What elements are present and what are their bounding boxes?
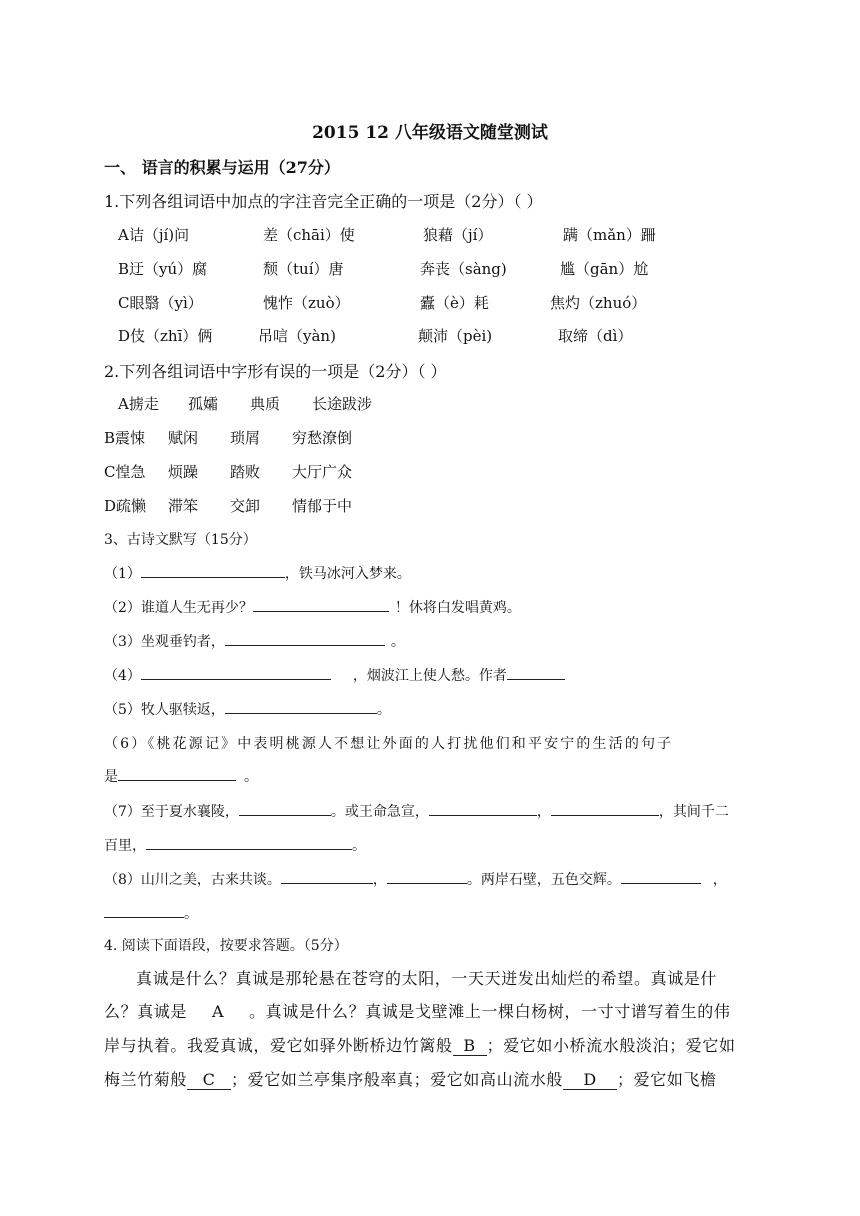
question-2-stem: 2.下列各组词语中字形有误的一项是（2分）（ ）	[104, 362, 447, 381]
q3-8-text: （8）山川之美，古来共谈。	[104, 872, 281, 888]
q2-b-3: 琐屑	[230, 429, 261, 447]
passage-4e: ；爱它如飞檐	[617, 1070, 717, 1089]
q3-8-end: 。	[184, 906, 198, 922]
q3-5-text: （5）牧人驱犊返，	[104, 702, 225, 718]
answer-blank[interactable]	[551, 801, 659, 816]
q3-2-text: （2）谁道人生无再少？	[104, 600, 253, 616]
q3-8-tail: ，	[712, 872, 727, 888]
question-3-stem: 3、古诗文默写（15分）	[104, 532, 257, 548]
q3-6-prefix: 是	[104, 769, 118, 785]
answer-blank[interactable]	[118, 766, 236, 781]
q2-c-1: C惶急	[104, 463, 146, 481]
passage-4a: 梅兰竹菊般	[104, 1070, 188, 1089]
passage-line-4	[104, 1067, 717, 1090]
q1-a-3: 狼藉（jí）	[423, 226, 493, 244]
passage-2a: 么？真诚是	[104, 1002, 188, 1021]
author-blank[interactable]	[507, 665, 565, 680]
q1-d-4: 取缔（dì）	[558, 327, 633, 345]
q2-d-2: 滞笨	[168, 497, 199, 515]
q3-line-7b	[104, 835, 366, 855]
answer-blank[interactable]	[225, 631, 385, 646]
q3-line-1	[104, 563, 411, 583]
q1-b-1: B迂（yú）腐	[118, 260, 208, 278]
q3-line-8	[104, 869, 727, 889]
q1-b-4: 尴（gān）尬	[560, 260, 649, 278]
q3-4-text: ，烟波江上使人愁。作者	[352, 668, 507, 684]
q2-option-d	[104, 495, 352, 516]
q3-8-mid: 。两岸石壁，五色交辉。	[466, 872, 621, 888]
q3-7-comma: ，	[536, 804, 551, 820]
q3-3-tail: 。	[390, 634, 405, 650]
q2-b-1: B震悚	[104, 429, 146, 447]
q2-d-3: 交卸	[230, 497, 261, 515]
blank-label-b[interactable]: B	[453, 1036, 487, 1056]
q3-line-6: （6）《桃花源记》中表明桃源人不想让外面的人打扰他们和平安宁的生活的句子	[104, 736, 674, 752]
q3-line-5	[104, 699, 391, 719]
answer-blank[interactable]	[281, 869, 373, 884]
q3-6-tail: 。	[244, 769, 258, 785]
answer-blank[interactable]	[146, 835, 352, 850]
q3-7-cont: 百里，	[104, 838, 146, 854]
answer-blank[interactable]	[141, 665, 331, 680]
q2-c-3: 踏败	[230, 463, 261, 481]
q3-7-text: （7）至于夏水襄陵，	[104, 804, 239, 820]
passage-line-1: 真诚是什么？真诚是那轮悬在苍穹的太阳，一天天迸发出灿烂的希望。真诚是什	[136, 969, 718, 988]
passage-line-2	[104, 999, 730, 1022]
q1-c-2: 愧怍（zuò）	[263, 294, 350, 312]
q3-line-6b	[104, 766, 258, 786]
answer-blank[interactable]	[104, 903, 184, 918]
q3-2-tail: ！休将白发唱黄鸡。	[394, 600, 521, 616]
q3-7-tail: ，其间千二	[658, 804, 729, 820]
answer-blank[interactable]	[621, 869, 701, 884]
q1-option-d	[118, 325, 632, 346]
blank-label-d[interactable]: D	[563, 1070, 617, 1090]
q3-8-comma: ，	[372, 872, 387, 888]
page-title: 2015 12 八年级语文随堂测试	[312, 123, 548, 143]
q1-a-4: 蹒（mǎn）跚	[563, 226, 656, 244]
question-1-stem: 1.下列各组词语中加点的字注音完全正确的一项是（2分）（ ）	[104, 192, 543, 211]
q2-c-2: 烦躁	[168, 463, 199, 481]
q2-option-b	[104, 427, 352, 448]
q2-c-4: 大厅广众	[292, 463, 353, 481]
answer-blank[interactable]	[429, 801, 537, 816]
section-heading: 一、 语言的积累与运用（27分）	[104, 158, 340, 177]
q1-b-3: 奔丧（sàng)	[420, 260, 507, 278]
passage-line-3	[104, 1033, 736, 1056]
answer-blank[interactable]	[225, 699, 377, 714]
passage-3a: 岸与执着。我爱真诚，爱它如驿外断桥边竹篱般	[104, 1036, 453, 1055]
q3-1-text: ，铁马冰河入梦来。	[284, 566, 411, 582]
q1-c-3: 蠹（è）耗	[420, 294, 489, 312]
question-4-stem: 4. 阅读下面语段，按要求答题。（5分）	[104, 938, 348, 954]
q2-a-1: A掳走	[118, 395, 159, 413]
q1-option-c	[118, 292, 646, 313]
blank-label-c[interactable]: C	[187, 1070, 231, 1090]
q1-b-2: 颓（tuí）唐	[263, 260, 344, 278]
q3-line-7	[104, 801, 729, 821]
q2-a-2: 孤孀	[188, 395, 219, 413]
q3-4-prefix: （4）	[104, 668, 141, 684]
q1-a-2: 差（chāi）使	[263, 226, 355, 244]
q3-5-tail: 。	[376, 702, 391, 718]
q2-a-4: 长途跋涉	[312, 395, 373, 413]
answer-blank[interactable]	[387, 869, 467, 884]
q2-d-4: 情郁于中	[292, 497, 353, 515]
q2-b-2: 赋闲	[168, 429, 199, 447]
q1-c-1: C眼翳（yì）	[118, 294, 203, 312]
q3-7-mid: 。或王命急宣，	[330, 804, 429, 820]
q2-b-4: 穷愁潦倒	[292, 429, 353, 447]
passage-3c: ；爱它如小桥流水般淡泊；爱它如	[486, 1036, 736, 1055]
q2-d-1: D疏懒	[104, 497, 147, 515]
answer-blank[interactable]	[239, 801, 331, 816]
q3-line-8b	[104, 903, 198, 923]
q1-d-1: D伎（zhī）俩	[118, 327, 213, 345]
q3-line-4	[104, 665, 565, 685]
q3-7-end: 。	[352, 838, 366, 854]
passage-4c: ；爱它如兰亭集序般率真；爱它如高山流水般	[231, 1070, 564, 1089]
q2-option-a	[118, 393, 372, 414]
q2-option-c	[104, 461, 352, 482]
q1-c-4: 焦灼（zhuó）	[550, 294, 647, 312]
blank-label-a: A	[211, 1002, 225, 1021]
q1-d-2: 吊唁（yàn)	[258, 327, 336, 345]
q3-line-2	[104, 597, 521, 617]
q1-option-b	[118, 258, 648, 279]
answer-blank[interactable]	[253, 597, 389, 612]
q3-3-text: （3）坐观垂钓者，	[104, 634, 225, 650]
answer-blank[interactable]	[141, 563, 285, 578]
q1-a-1: A诘（jí)问	[118, 226, 190, 244]
q1-option-a	[118, 224, 656, 245]
q2-a-3: 典质	[250, 395, 281, 413]
passage-2c: 。真诚是什么？真诚是戈壁滩上一棵白杨树，一寸寸谱写着生的伟	[249, 1002, 731, 1021]
q1-d-3: 颠沛（pèi)	[418, 327, 493, 345]
q3-line-3	[104, 631, 405, 651]
q3-1-prefix: （1）	[104, 566, 141, 582]
